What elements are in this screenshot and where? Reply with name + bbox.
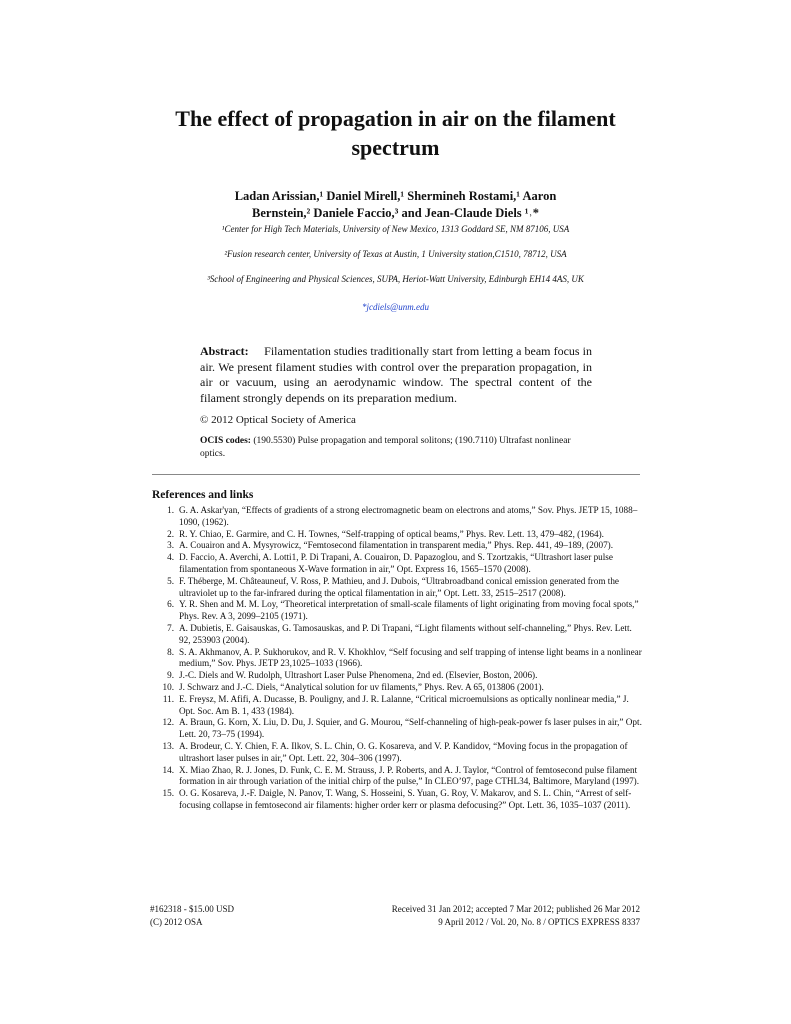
reference-number: 7. (167, 622, 174, 633)
reference-item (152, 694, 642, 718)
author-list (200, 188, 591, 222)
reference-number: 5. (167, 575, 174, 586)
reference-item (152, 540, 642, 552)
reference-text: X. Miao Zhao, R. J. Jones, D. Funk, C. E. M. Strauss, J. P. Roberts, and A. J. Taylor, “Control of femtosecond pulse filament formation in air through variation of the initial chirp of the pulse,” In CLEO’97, page CTHL34, Baltimore, Maryland (1997). (179, 764, 640, 787)
reference-item (152, 788, 642, 812)
reference-number: 15. (162, 788, 174, 799)
reference-item (152, 552, 642, 576)
ocis-text: (190.5530) Pulse propagation and temporal solitons; (190.7110) Ultrafast nonlinear optics. (200, 436, 571, 459)
ocis-label: OCIS codes: (200, 436, 251, 446)
reference-item (152, 576, 642, 600)
footer-price: #162318 - $15.00 USD (150, 904, 235, 914)
reference-number: 13. (162, 740, 174, 751)
reference-item (152, 682, 642, 694)
reference-text: J.-C. Diels and W. Rudolph, Ultrashort Laser Pulse Phenomena, 2nd ed. (Elsevier, Boston, 2006). (179, 670, 538, 681)
reference-item (152, 765, 642, 789)
footer-journal-info: 9 April 2012 / Vol. 20, No. 8 / OPTICS EXPRESS 8337 (438, 917, 640, 927)
section-divider (152, 474, 640, 475)
corresponding-email-link[interactable]: *jcdiels@unm.edu (361, 302, 430, 312)
references-heading: References and links (152, 489, 254, 501)
reference-text: F. Théberge, M. Châteauneuf, V. Ross, P. Mathieu, and J. Dubois, “Ultrabroadband conical emission generated from the ultraviolet up to the far-infrared during the optical filamentation in air,” Opt. Lett. 33, 2515–2517 (2008). (179, 575, 620, 598)
affiliation-2: ²Fusion research center, University of Texas at Austin, 1 University station,C1510, 78712, USA (224, 249, 567, 259)
reference-number: 1. (167, 505, 174, 515)
abstract-text: Filamentation studies traditionally start from letting a beam focus in air. We present filament studies with control over the preparation propagation, in air or vacuum, using an aerodynamic window. The spectral content of the filament strongly depends on its preparation medium. (200, 344, 593, 405)
reference-number: 10. (162, 681, 174, 692)
reference-number: 11. (162, 693, 174, 704)
reference-text: A. Braun, G. Korn, X. Liu, D. Du, J. Squier, and G. Mourou, “Self-channeling of high-peak-power fs laser pulses in air,” Opt. Lett. 20, 73–75 (1994). (179, 717, 642, 740)
reference-number: 14. (162, 764, 174, 775)
reference-item (152, 741, 642, 765)
footer-right (392, 903, 640, 929)
ocis-codes (200, 435, 592, 461)
footer-dates: Received 31 Jan 2012; accepted 7 Mar 2012; published 26 Mar 2012 (391, 904, 640, 914)
paper-title: The effect of propagation in air on the filament spectrum (175, 106, 616, 160)
reference-number: 2. (167, 528, 174, 539)
copyright-notice: © 2012 Optical Society of America (200, 414, 356, 426)
reference-item (152, 623, 642, 647)
reference-number: 6. (167, 599, 174, 610)
reference-text: A. Couairon and A. Mysyrowicz, “Femtosecond filamentation in transparent media,” Phys. Rep. 441, 49–189, (2007). (179, 540, 614, 551)
affiliation-1: ¹Center for High Tech Materials, University of New Mexico, 1313 Goddard SE, NM 87106, USA (221, 224, 570, 234)
reference-item (152, 599, 642, 623)
reference-item (152, 717, 642, 741)
reference-item (152, 647, 642, 671)
reference-text: J. Schwarz and J.-C. Diels, “Analytical solution for uv filaments,” Phys. Rev. A 65, 013806 (2001). (179, 681, 544, 692)
reference-text: G. A. Askar'yan, “Effects of gradients of a strong electromagnetic beam on electrons and atoms,” Sov. Phys. JETP 15, 1088–1090, (1962). (179, 505, 638, 527)
author-line-2: Bernstein,² Daniele Faccio,³ and Jean-Claude Diels ¹˒* (252, 206, 539, 220)
reference-number: 8. (167, 646, 174, 657)
reference-item (152, 670, 642, 682)
reference-text: R. Y. Chiao, E. Garmire, and C. H. Townes, “Self-trapping of optical beams,” Phys. Rev. Lett. 13, 479–482, (1964). (179, 528, 604, 539)
author-line-1: Ladan Arissian,¹ Daniel Mirell,¹ Shermineh Rostami,¹ Aaron (234, 189, 557, 203)
footer-copyright: (C) 2012 OSA (150, 917, 203, 927)
reference-text: A. Dubietis, E. Gaisauskas, G. Tamosauskas, and P. Di Trapani, “Light filaments without self-channeling,” Phys. Rev. Lett. 92, 253903 (2004). (179, 622, 632, 645)
reference-text: S. A. Akhmanov, A. P. Sukhorukov, and R. V. Khokhlov, “Self focusing and self trapping of intense light beams in a nonlinear medium,” Sov. Phys. JETP 23,1025–1033 (1966). (179, 646, 642, 669)
reference-text: D. Faccio, A. Averchi, A. Lotti1, P. Di Trapani, A. Couairon, D. Papazoglou, and S. Tzortzakis, “Ultrashort laser pulse filamentation from spontaneous X-Wave formation in air,” Opt. Express 16, 1565–1570 (2008). (179, 552, 613, 574)
abstract (200, 344, 592, 406)
reference-text: O. G. Kosareva, J.-F. Daigle, N. Panov, T. Wang, S. Hosseini, S. Yuan, G. Roy, V. Makarov, and S. L. Chin, “Arrest of self-focusing collapse in femtosecond air filaments: higher order kerr or plasma defocusing?” Opt. Lett. 36, 1035–1037 (2011). (179, 788, 632, 810)
reference-list (152, 505, 642, 812)
reference-text: E. Freysz, M. Afifi, A. Ducasse, B. Pouligny, and J. R. Lalanne, “Critical microemulsions as optically nonlinear media,” J. Opt. Soc. Am B. 1, 433 (1984). (179, 693, 629, 716)
reference-text: A. Brodeur, C. Y. Chien, F. A. Ilkov, S. L. Chin, O. G. Kosareva, and V. P. Kandidov, “Moving focus in the propagation of ultrashort laser pulses in air,” Opt. Lett. 22, 304–306 (1997). (179, 740, 628, 763)
footer-left (150, 903, 234, 929)
reference-number: 4. (167, 552, 174, 563)
reference-number: 9. (167, 670, 174, 681)
reference-text: Y. R. Shen and M. M. Loy, “Theoretical interpretation of small-scale filaments of light originating from moving focal spots,” Phys. Rev. A 3, 2099–2105 (1971). (179, 599, 639, 622)
reference-number: 3. (167, 540, 174, 551)
reference-item (152, 529, 642, 541)
reference-number: 12. (162, 717, 174, 728)
abstract-label: Abstract: (200, 344, 249, 358)
reference-item (152, 505, 642, 529)
affiliation-3: ³School of Engineering and Physical Sciences, SUPA, Heriot-Watt University, Edinburgh EH14 4AS, UK (207, 274, 584, 284)
